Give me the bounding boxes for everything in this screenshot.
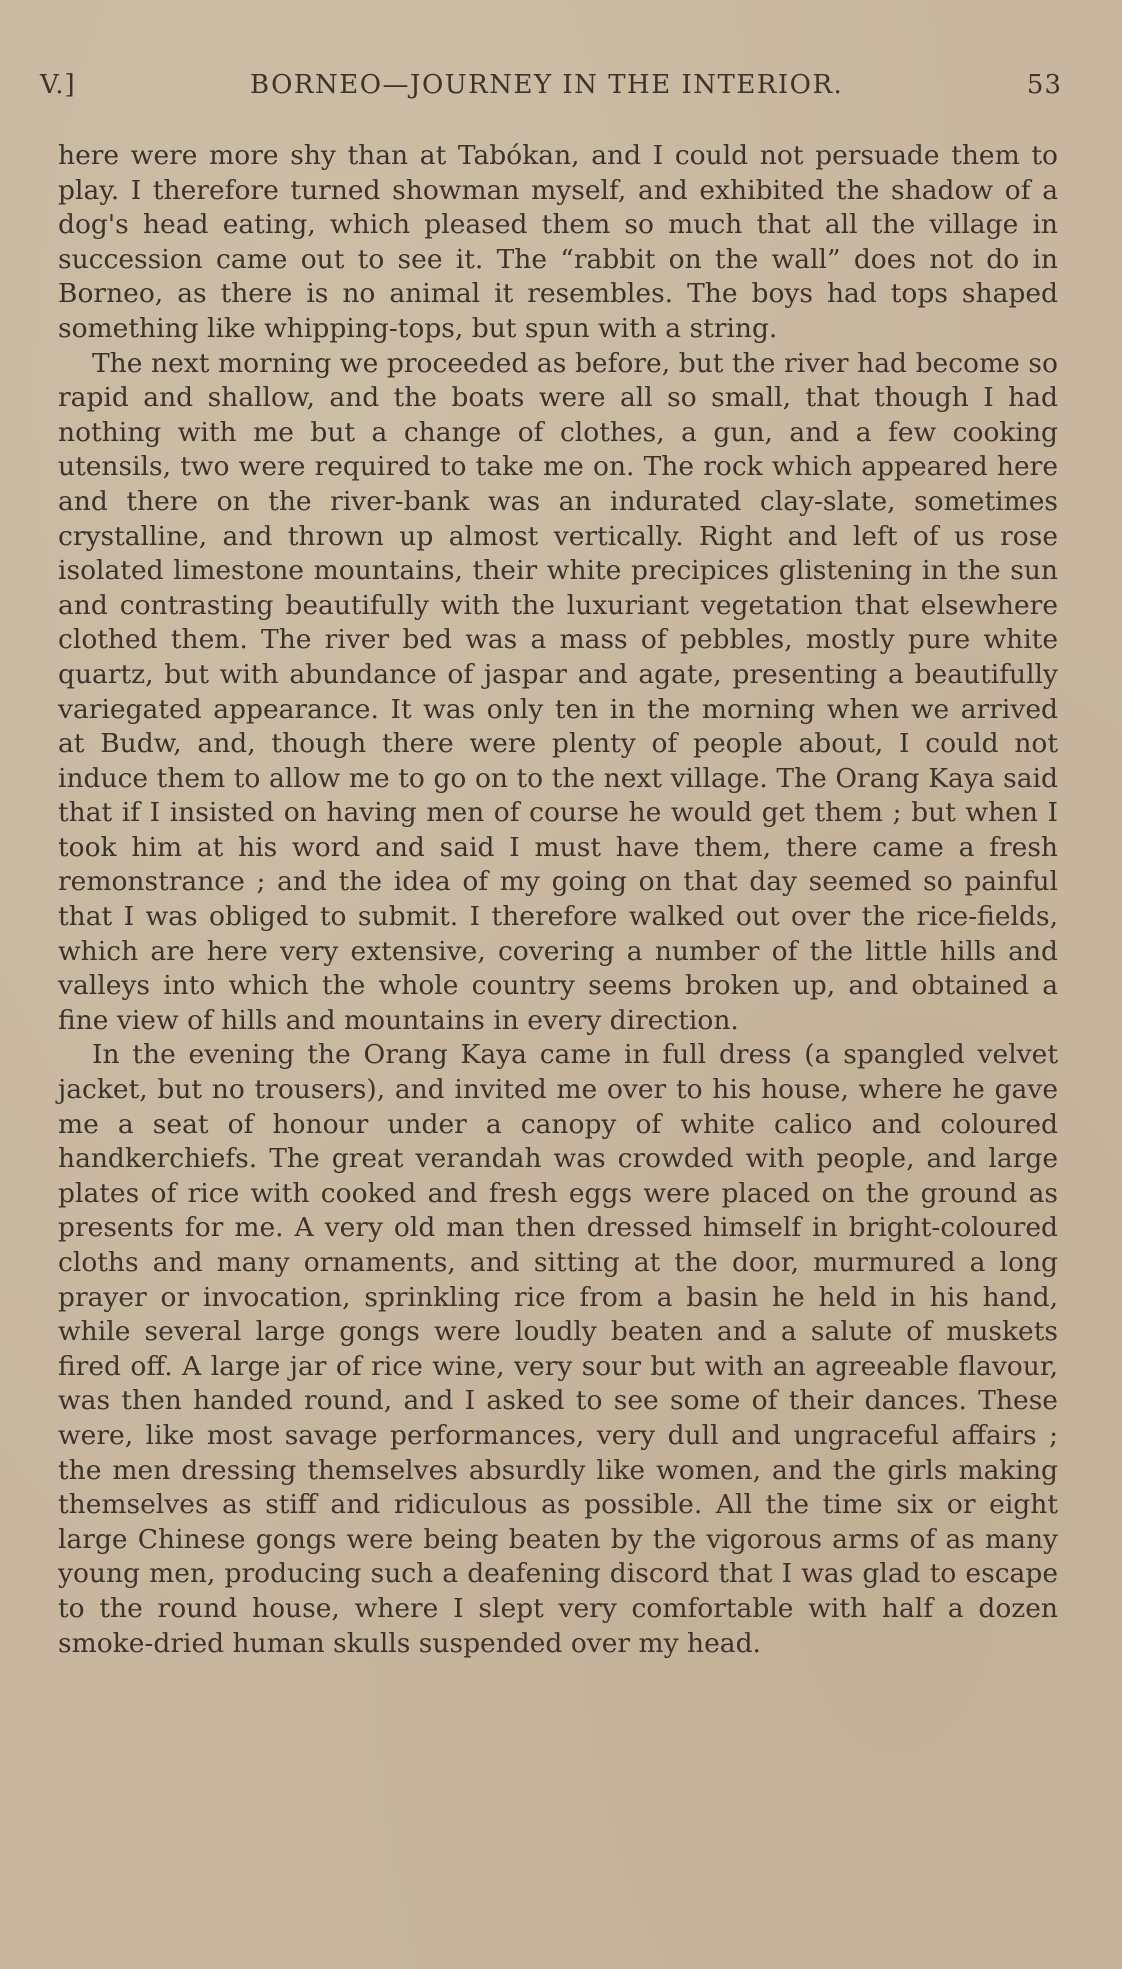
paragraph-next-morning: The next morning we proceeded as before, but the river had become so rapid and shallow, and the boats were all so small, that though I had nothing with me but a change of clothes, a gun, and a few cooking utensils, two were required to take me on. The rock which appeared here and there on the river-bank was an indurated clay-slate, sometimes crystalline, and thrown up almost vertically. Right and left of us rose isolated limestone mountains, their white precipices glistening in the sun and contrasting beautifully with the luxuriant vegetation that elsewhere clothed them. The river bed was a mass of pebbles, mostly pure white quartz, but with abundance of jaspar and agate, presenting a beautifully variegated appearance. It was only ten in the morning when we arrived at Budw, and, though there were plenty of people about, I could not induce them to allow me to go on to the next village. The Orang Kaya said that if I insisted on having men of course he would get them ; but when I took him at his word and said I must have them, there came a fresh remonstrance ; and the idea of my going on that day seemed so painful that I was obliged to submit. I therefore walked out over the rice-fields, which are here very extensive, covering a number of the little hills and valleys into which the whole country seems broken up, and obtained a fine view of hills and mountains in every direction. <box>58 347 1058 1036</box>
chapter-marker: V.] <box>40 70 76 100</box>
running-header <box>40 70 1062 110</box>
body-text <box>58 139 1058 1661</box>
running-title: BORNEO—JOURNEY IN THE INTERIOR. <box>250 70 844 100</box>
paragraph-continuation: here were more shy than at Tabókan, and I could not persuade them to play. I therefore turned showman myself, and exhibited the shadow of a dog's head eating, which pleased them so much that all the village in succession came out to see it. The “rabbit on the wall” does not do in Borneo, as there is no animal it resembles. The boys had tops shaped something like whipping-tops, but spun with a string. <box>58 140 1058 344</box>
paragraph-evening: In the evening the Orang Kaya came in full dress (a spangled velvet jacket, but no trousers), and invited me over to his house, where he gave me a seat of honour under a canopy of white calico and coloured handkerchiefs. The great verandah was crowded with people, and large plates of rice with cooked and fresh eggs were placed on the ground as presents for me. A very old man then dressed himself in bright-coloured cloths and many ornaments, and sitting at the door, murmured a long prayer or invocation, sprinkling rice from a basin he held in his hand, while several large gongs were loudly beaten and a salute of muskets fired off. A large jar of rice wine, very sour but with an agreeable flavour, was then handed round, and I asked to see some of their dances. These were, like most savage performances, very dull and ungraceful affairs ; the men dressing themselves absurdly like women, and the girls making themselves as stiff and ridiculous as possible. All the time six or eight large Chinese gongs were being beaten by the vigorous arms of as many young men, producing such a deafening discord that I was glad to escape to the round house, where I slept very comfortable with half a dozen smoke-dried human skulls suspended over my head. <box>58 1039 1058 1659</box>
page-number: 53 <box>1026 70 1062 100</box>
